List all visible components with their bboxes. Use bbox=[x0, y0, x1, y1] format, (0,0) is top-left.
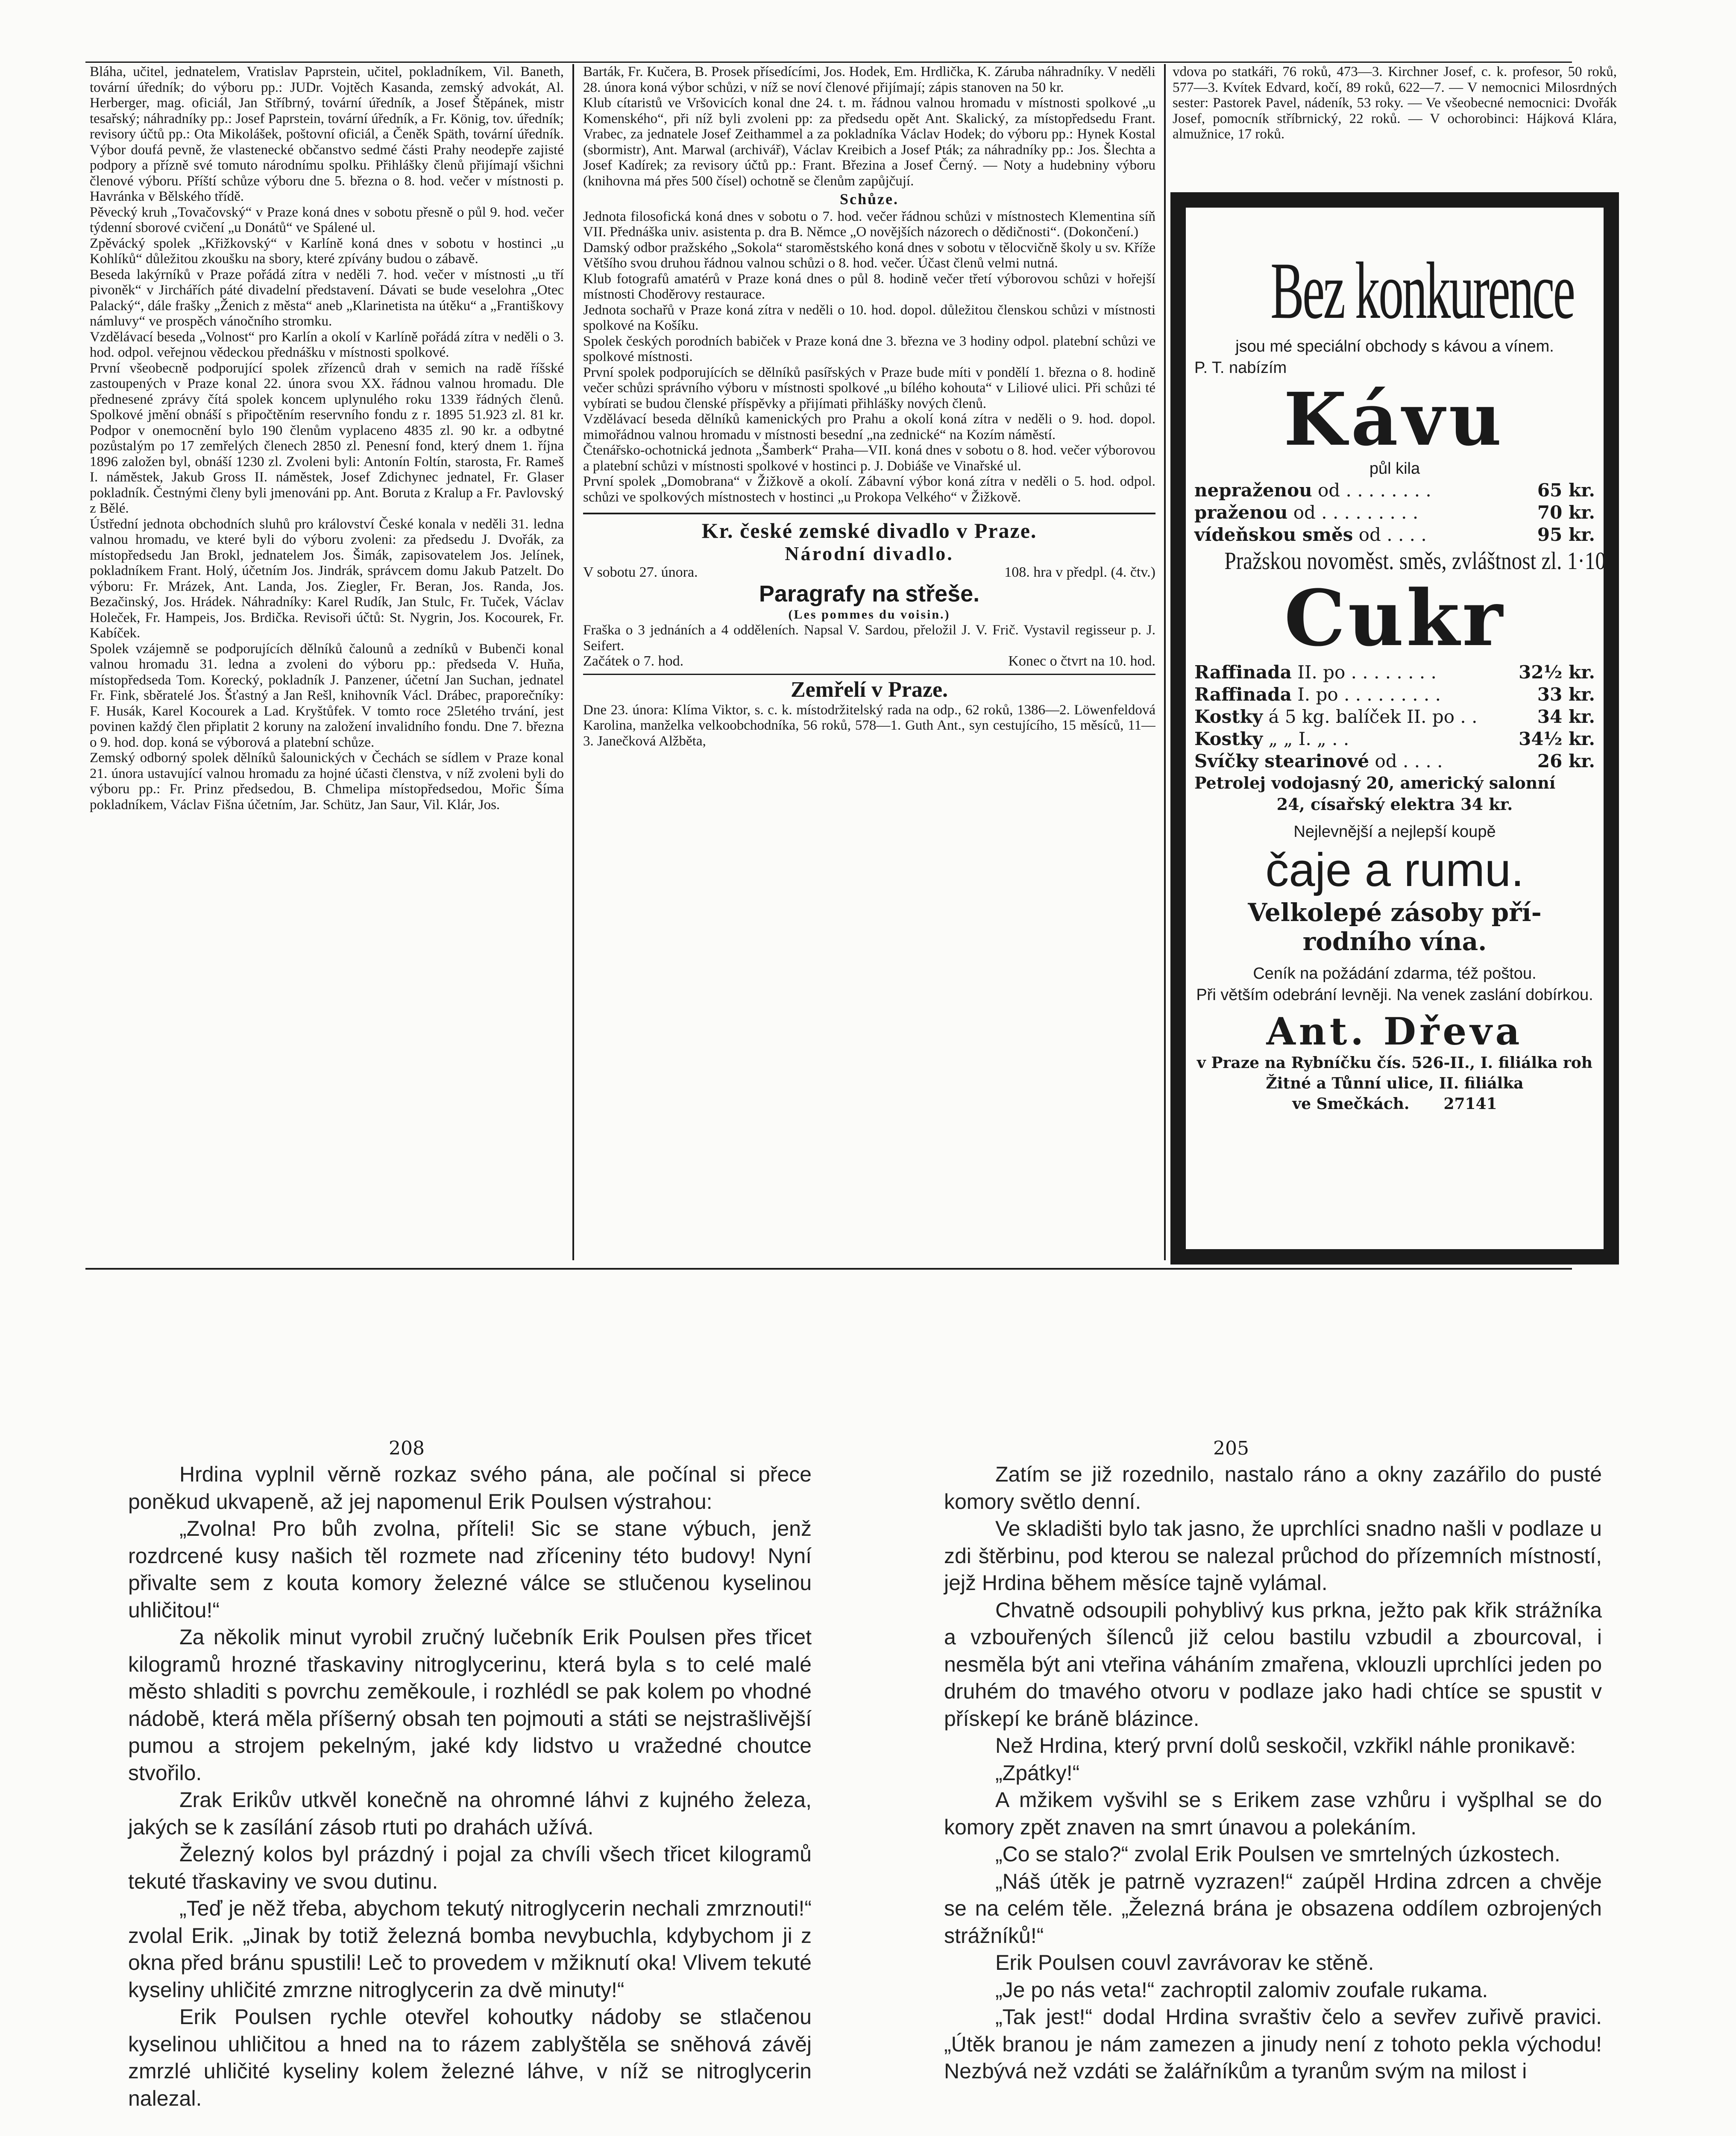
ad-petroleum-2: 24, císařský elektra 34 kr. bbox=[1276, 795, 1513, 814]
book-paragraph: Chvatně odsoupili pohyblivý kus prkna, ježto pak křik strážníka a vzbouřených šílenců již celou bastilu vzbudil a zbourcoval, i nesměla být ani vteřina váháním zmařena, vklouzli uprchlíci jeden po druhém do tmavého otvoru v podlaze jako hadi chtíce se spustit v přískepí ke bráně blázince. bbox=[944, 1598, 1602, 1731]
book-left-page bbox=[128, 1461, 812, 2112]
ad-content bbox=[1194, 216, 1606, 1241]
sugar-price-list bbox=[1194, 661, 1595, 772]
section-heading: Schůze. bbox=[840, 191, 899, 208]
play-end: Konec o čtvrt na 10. hod. bbox=[1008, 653, 1155, 669]
ad-cheapest: Nejlevnější a nejlepší koupě bbox=[1293, 823, 1496, 841]
news-paragraph: Jednota sochařů v Praze koná zítra v neděli o 10. hod. dopol. důležitou členskou schůzi v místnosti spolkové na Košíku. bbox=[583, 302, 1155, 333]
ad-sugar-heading: Cukr bbox=[1284, 573, 1505, 663]
column-rule bbox=[1164, 64, 1166, 1260]
ad-address-1: v Praze na Rybníčku čís. 526-II., I. filiálka roh Žitné a Tůnní ulice, II. filiálka bbox=[1196, 1054, 1593, 1092]
column-rule bbox=[572, 64, 574, 1260]
news-paragraph: První spolek podporujících se dělníků pasířských v Praze bude míti v pondělí 1. března o 8. hodině večer schůzi správního výboru v místnosti spolkové „u bílého kohouta“ v Liliové ulici. Při schůzi té vybírati se budou členské příspěvky a přijímati přihlášky nových členů. bbox=[583, 364, 1155, 411]
coffee-price-list bbox=[1194, 479, 1595, 546]
price-item-name: Raffinada bbox=[1194, 684, 1292, 705]
news-paragraph: Spolek vzájemně se podporujících dělníků čalounů a zedníků v Bubenči konal valnou hromadu 31. ledna a zvoleni do výboru pp.: předseda V. Huňa, místopředseda Tom. Korecký, pokladník J. Panzener, účetní Jan Suchan, jednatel Fr. Fink, sběratelé Jos. Šťastný a Jan Rešl, knihovník Václ. Drábec, praporečníky: F. Husák, Karel Kocourek a Lad. Kryštůfek. V tomto roce 25letého trvání, jest povinen každý člen připlatit 2 koruny na založení invalidního fondu. Dne 7. března o 9. hod. dop. koná se výborová a platební schůze. bbox=[90, 641, 564, 750]
ad-address-row bbox=[1194, 1094, 1595, 1114]
book-paragraph: Zrak Erikův utkvěl konečně na ohromné láhvi z kujného železa, jakých se k zasílání zásob rtuti po drahách užívá. bbox=[128, 1788, 812, 1839]
price-item-label bbox=[1194, 502, 1418, 524]
ad-wine-1: Velkolepé zásoby pří- bbox=[1248, 898, 1542, 927]
book-paragraph: Železný kolos byl prázdný i pojal za chvíli všech třicet kilogramů tekuté třaskaviny ve svou dutinu. bbox=[128, 1842, 812, 1893]
book-paragraph: „Je po nás veta!“ zachroptil zalomiv zoufale rukama. bbox=[995, 1978, 1488, 2002]
ad-wine-2: rodního vína. bbox=[1302, 927, 1487, 956]
news-column-1 bbox=[90, 64, 564, 1269]
deaths-heading: Zemřelí v Praze. bbox=[583, 674, 1155, 702]
book-paragraph: Za několik minut vyrobil zručný lučebník Erik Poulsen přes třicet kilogramů hrozné třaskaviny nitroglycerinu, která byla s to celé malé město shladiti s povrchu zeměkoule, i rozhlédl se pak kolem po vhodné nádobě, která měla příšerný obsah ten pojmouti a státi se nejstrašlivější pumou a strojem pekelným, jaké kdy lidstvo u vražedné choutce stvořilo. bbox=[128, 1625, 812, 1785]
book-paragraph: „Tak jest!“ dodal Hrdina svraštiv čelo a sevřev zuřivě pravici. „Útěk branou je nám zamezen a jinudy není z tohoto pekla východu! Nezbývá než vzdáti se žalářníkům a tyranům svým na milost i bbox=[944, 2005, 1602, 2083]
book-paragraph: „Zvolna! Pro bůh zvolna, příteli! Sic se stane výbuch, jenž rozdrcené kusy našich těl rozmete nad zříceniny této budovy! Nyní přivalte sem z kouta komory železné válce se stlučenou kyselinou uhličitou!“ bbox=[128, 1517, 812, 1622]
price-item-label bbox=[1194, 661, 1437, 684]
news-column-3-text: vdova po statkáři, 76 roků, 473—3. Kirchner Josef, c. k. profesor, 50 roků, 577—3. Kvítek Edvard, kočí, 89 roků, 622—7. — V nemocnici Milosrdných sester: Pastorek Pavel, nádeník, 53 roky. — Ve všeobecné nemocnici: Dvořák Josef, pomocník stříbrnický, 22 roků. — V ochorobinci: Hájková Klára, almužnice, 17 roků. bbox=[1173, 64, 1617, 142]
price-value: 33 kr. bbox=[1537, 684, 1595, 705]
price-value: 32½ kr. bbox=[1519, 662, 1595, 683]
top-rule bbox=[85, 62, 1572, 63]
price-item-label bbox=[1194, 479, 1431, 502]
right-page-number: 205 bbox=[1213, 1438, 1249, 1459]
price-value: 65 kr. bbox=[1537, 480, 1595, 501]
book-paragraph: Hrdina vyplnil věrně rozkaz svého pána, ale počínal si přece poněkud ukvapeně, až jej napomenul Erik Poulsen výstrahou: bbox=[128, 1462, 812, 1514]
book-paragraph: A mžikem vyšvihl se s Erikem zase vzhůru i vyšplhal se do komory zpět znaven na smrt únavou a polekáním. bbox=[944, 1788, 1602, 1839]
news-paragraph: Vzdělávací beseda dělníků kamenických pro Prahu a okolí koná zítra v neděli o 9. hod. dopol. mimořádnou valnou hromadu v místnosti besední „na zednické“ na Kozím náměstí. bbox=[583, 411, 1155, 443]
price-item-name: Svíčky stearinové bbox=[1194, 751, 1369, 772]
price-row bbox=[1194, 479, 1595, 502]
price-item-name: vídeňskou směs bbox=[1194, 524, 1353, 545]
news-paragraph: Barták, Fr. Kučera, B. Prosek přísedícími, Jos. Hodek, Em. Hrdlička, K. Záruba náhradníky. V neděli 28. února koná výbor schůzi, v níž se noví členové přijímají; zápis stanoven na 50 kr. bbox=[583, 64, 1155, 95]
news-paragraph: Vzdělávací beseda „Volnost“ pro Karlín a okolí v Karlíně pořádá zítra v neděli o 3. hod. odpol. veřejnou vědeckou přednášku v místnosti spolkové. bbox=[90, 329, 564, 360]
ad-unit: půl kila bbox=[1369, 460, 1420, 478]
book-paragraph: Erik Poulsen rychle otevřel kohoutky nádoby se stlačenou kyselinou uhličitou a hned na to rázem zablyštěla se sněhová závěj zmrzlé uhličité kyseliny kolem železné láhve, v níž se nitroglycerin nalezal. bbox=[128, 2005, 812, 2110]
news-paragraph: Klub fotografů amatérů v Praze koná dnes o půl 8. hodině večer třetí výborovou schůzi v hořejší místnosti Choděrovy restaurace. bbox=[583, 271, 1155, 302]
ad-pricelist-1: Ceník na požádání zdarma, též poštou. bbox=[1253, 965, 1537, 983]
coffee-advertisement bbox=[1170, 192, 1619, 1265]
book-paragraph: „Náš útěk je patrně vyzrazen!“ zaúpěl Hrdina zdrcen a chvěje se na celém těle. „Železná brána je obsazena oddílem ozbrojených strážníků!“ bbox=[944, 1869, 1602, 1948]
news-paragraph: První všeobecně podporující spolek zřízenců drah v semich na radě říšské zastoupených v Praze konal 22. února svou XX. řádnou valnou hromadu. Dle přednesené zprávy čítá spolek koncem uplynulého roku 1339 řádných členů. Spolkové jmění obnáší s připočtěním reservního fondu z r. 1895 51.923 zl. 81 kr. Podpor v onemocnění bylo 190 členům vyplaceno 4835 zl. 90 kr. a odbytné pozůstalým po 17 zemřelých členech 2850 zl. Penesní fond, který dnem 1. října 1896 založen byl, obnáší 1230 zl. Zvoleni byli: Antonín Foltín, starosta, Fr. Rameš I. náměstek, Jakub Gross II. náměstek, Josef Zdichynec jednatel, Fr. Glaser pokladník. Čestnými členy byli jmenováni pp. Ant. Boruta z Kralup a Fr. Pavlovský z Bělé. bbox=[90, 360, 564, 516]
book-paragraph: „Zpátky!“ bbox=[995, 1760, 1080, 1785]
play-description: Fraška o 3 jednáních a 4 odděleních. Napsal V. Sardou, přeložil J. V. Frič. Vystavil regisseur p. J. Seifert. bbox=[583, 622, 1155, 654]
ad-code: 27141 bbox=[1443, 1095, 1497, 1113]
ad-address-2: ve Smečkách. bbox=[1292, 1095, 1410, 1113]
ad-pricelist-2: Při větším odebrání levněji. Na venek zaslání dobírkou. bbox=[1196, 986, 1593, 1004]
price-value: 34 kr. bbox=[1537, 706, 1595, 727]
left-page-number: 208 bbox=[389, 1438, 425, 1459]
newspaper-clipping bbox=[77, 64, 1617, 1269]
price-item-detail: „ „ I. „ . . bbox=[1268, 728, 1349, 749]
play-original-title: (Les pommes du voisin.) bbox=[788, 607, 950, 622]
book-paragraph: Ve skladišti bylo tak jasno, že uprchlíci snadno našli v podlaze u zdi štěrbinu, pod kterou se nalezal průchod do přízemních místností, jejž Hrdina během měsíce tajně vylámal. bbox=[944, 1517, 1602, 1595]
price-row bbox=[1194, 684, 1595, 706]
price-item-detail: od . . . . . . . . bbox=[1317, 480, 1431, 501]
price-row bbox=[1194, 706, 1595, 728]
price-row bbox=[1194, 750, 1595, 772]
news-paragraph: Beseda lakýrníků v Praze pořádá zítra v neděli 7. hod. večer v místnosti „u tří pivoněk“ v Jirchářích páté divadelní představení. Dávati se bude veselohra „Otec Palacký“, dále frašky „Ženich z města“ aneb „Klarinetista na útěku“ a „Františkovy námluvy“ ve prospěch vánočního stromku. bbox=[90, 267, 564, 329]
ad-coffee-heading: Kávu bbox=[1283, 377, 1506, 462]
theatre-times-row bbox=[583, 654, 1155, 669]
news-column-2 bbox=[583, 64, 1155, 1269]
bottom-rule bbox=[85, 1268, 1572, 1270]
theatre-date: V sobotu 27. února. bbox=[583, 564, 698, 580]
theatre-play-number: 108. hra v předpl. (4. čtv.) bbox=[1004, 564, 1155, 580]
price-item-detail: II. po . . . . . . . . bbox=[1297, 662, 1437, 683]
theatre-subtitle: Národní divadlo. bbox=[785, 543, 954, 564]
news-paragraph: Čtenářsko-ochotnická jednota „Šamberk“ Praha—VII. koná dnes v sobotu o 8. hod. večer výborovou a platební schůzi v místnosti spolkové v hostinci p. J. Dobiáše ve Vinařské ul. bbox=[583, 443, 1155, 474]
news-paragraph: Spolek českých porodních babiček v Praze koná dne 3. března ve 3 hodiny odpol. platební schůzi ve spolkové místnosti. bbox=[583, 333, 1155, 364]
book-paragraph: Zatím se již rozednilo, nastalo ráno a okny zazářilo do pusté komory světlo denní. bbox=[944, 1462, 1602, 1514]
news-paragraph: Pěvecký kruh „Tovačovský“ v Praze koná dnes v sobotu přesně o půl 9. hod. večer týdenní sborové cvičení „u Donátů“ ve Spálené ul. bbox=[90, 204, 564, 235]
price-row bbox=[1194, 502, 1595, 524]
play-title: Paragrafy na střeše. bbox=[759, 581, 980, 607]
news-paragraph: První spolek „Domobrana“ v Žižkově a okolí. Zábavní výbor koná zítra v neděli o 5. hod. odpol. schůzi ve spolkových místnostech v hostinci „u Prokopa Velkého“ v Žižkově. bbox=[583, 474, 1155, 505]
price-item-detail: od . . . . bbox=[1375, 751, 1443, 772]
price-item-label bbox=[1194, 706, 1477, 728]
book-right-page bbox=[944, 1461, 1602, 2085]
book-paragraph: „Co se stalo?“ zvolal Erik Poulsen ve smrtelných úzkostech. bbox=[995, 1842, 1560, 1866]
news-paragraph: Bláha, učitel, jednatelem, Vratislav Paprstein, učitel, pokladníkem, Vil. Baneth, tovární úředník; do výboru pp.: JUDr. Vojtěch Kasanda, zemský advokát, Al. Herberger, mag. oficiál, Jan Stříbrný, tovární úředník, a Josef Štěpánek, mistr tesařský; náhradníky pp.: Josef Paprstein, tovární úředník, a Fr. König, tov. úředník; revisory účtů pp.: Ota Mikolášek, poštovní oficiál, a Čeněk Späth, tovární úředník. Výbor doufá pevně, že vlastenecké občanstvo sedmé části Prahy neodepře zajisté podpory a přízně své tomuto národnímu spolku. Přihlášky členů přijímají všichni členové výboru. Příští schůze výboru dne 5. března o 8. hod. večer v místnosti p. Havránka v Bělského třídě. bbox=[90, 64, 564, 204]
news-paragraph: Damský odbor pražského „Sokola“ staroměstského koná dnes v sobotu v tělocvičně školy u sv. Kříže Většího svou druhou řádnou valnou schůzi o 8. hod. večer. Účast členů velmi nutná. bbox=[583, 240, 1155, 271]
ad-headline: Bez konkurence bbox=[1270, 246, 1574, 336]
ad-offer-intro: P. T. nabízím bbox=[1194, 359, 1287, 377]
ad-firm-name: Ant. Dřeva bbox=[1266, 1009, 1523, 1053]
news-paragraph: Zpěvácký spolek „Křižkovský“ v Karlíně koná dnes v sobotu v hostinci „u Kohlíků“ důležitou zkoušku na sbory, které zpívány budou o zábavě. bbox=[90, 235, 564, 267]
news-paragraph: Zemský odborný spolek dělníků šalounických v Čechách se sídlem v Praze konal 21. února ustavující valnou hromadu za hojné účasti členstva, v níž zvoleni byli do výboru pp.: Fr. Prinz předsedou, B. Chmelipa místopředsedou, Mořic Šíma pokladníkem, Václav Fišna účetním, Jar. Schütz, Jan Saur, Vil. Klár, Jos. bbox=[90, 750, 564, 813]
price-item-label bbox=[1194, 728, 1349, 750]
price-value: 34½ kr. bbox=[1519, 728, 1595, 749]
news-paragraph: Jednota filosofická koná dnes v sobotu o 7. hod. večer řádnou schůzi v místnostech Klementina síň VII. Přednáška univ. asistenta p. dra B. Němce „O novějších názorech o dědičnosti“. (Dokončení.) bbox=[583, 208, 1155, 240]
ad-special-blend: Pražskou novoměst. směs, zvláštnost zl. 1·10 bbox=[1224, 547, 1606, 575]
theatre-listing bbox=[583, 513, 1155, 749]
price-item-name: Kostky bbox=[1194, 706, 1263, 727]
news-paragraph: Ústřední jednota obchodních sluhů pro království České konala v neděli 31. ledna valnou hromadu, ve které byli do výboru zvoleni: za předsedu J. Dvořák, za místopředsedu Jan Brokl, jednatelem Jos. Šimák, zapisovatelem Jos. Jelínek, pokladníkem Frant. Holý, účetním Jos. Jindrák, správcem domu Jakub Patzelt. Do výboru: Fr. Mrázek, Ant. Landa, Jos. Ziegler, Fr. Beran, Jos. Randa, Jos. Bezačinský, Jos. Hrádek. Náhradníky: Karel Rudík, Jan Stulc, Fr. Tuček, Václav Holeček, Fr. Hampeis, Jos. Brdička. Revisoři účtů: St. Nygrin, Jos. Kocourek, Fr. Kabíček. bbox=[90, 516, 564, 641]
ad-petroleum-1: Petrolej vodojasný 20, americký salonní bbox=[1194, 773, 1556, 792]
price-row bbox=[1194, 728, 1595, 750]
book-paragraph: Erik Poulsen couvl zavrávorav ke stěně. bbox=[995, 1951, 1374, 1975]
price-item-name: Raffinada bbox=[1194, 662, 1292, 683]
price-item-detail: od . . . . . . . . . bbox=[1293, 502, 1419, 523]
price-row bbox=[1194, 524, 1595, 546]
book-paragraph: „Teď je něž třeba, abychom tekutý nitroglycerin nechali zmrznouti!“ zvolal Erik. „Jinak by totiž železná bomba nevybuchla, kdybychom ji z okna před bránu spustili! Leč to provedem v mžiknutí oka! Vlivem tekuté kyseliny uhličité zmrzne nitroglycerin za dvě minuty!“ bbox=[128, 1896, 812, 2002]
price-item-label bbox=[1194, 684, 1441, 706]
price-item-label bbox=[1194, 750, 1443, 772]
play-start: Začátek o 7. hod. bbox=[583, 653, 684, 669]
news-paragraph: Klub cítaristů ve Vršovicích konal dne 24. t. m. řádnou valnou hromadu v místnosti spolkové „u Komenského“, při níž byli zvoleni pp: za předsedu opět Ant. Skalický, za místopředsedu Frant. Vrabec, za jednatele Josef Zeithammel a za pokladníka Václav Hodek; do výboru pp.: Hynek Kostal (sbormistr), Ant. Marwal (archivář), Václav Kreibich a Josef Pták; za náhradníky pp.: Jos. Šlechta a Josef Kadírek; za revisory účtů pp.: Frant. Březina a Josef Černý. — Noty a hudebniny výboru (knihovna má přes 500 čísel) ochotně se členům zapůjčují. bbox=[583, 95, 1155, 189]
book-paragraph: Než Hrdina, který první dolů seskočil, vzkřikl náhle pronikavě: bbox=[995, 1734, 1576, 1758]
price-item-detail: od . . . . bbox=[1358, 524, 1427, 545]
price-item-detail: á 5 kg. balíček II. po . . bbox=[1268, 706, 1478, 727]
deaths-text: Dne 23. února: Klíma Viktor, s. c. k. místodržitelský rada na odp., 62 roků, 1386—2. Löwenfeldová Karolina, manželka velkoobchodníka, 56 roků, 578—1. Guth Ant., syn cestujícího, 15 měsíců, 11—3. Janečková Alžběta, bbox=[583, 702, 1155, 749]
ad-tea-rum: čaje a rumu. bbox=[1265, 844, 1524, 896]
price-item-name: praženou bbox=[1194, 502, 1288, 523]
ad-intro: jsou mé speciální obchody s kávou a vínem. bbox=[1235, 337, 1554, 355]
price-item-detail: I. po . . . . . . . . . bbox=[1297, 684, 1441, 705]
theatre-date-row bbox=[583, 565, 1155, 581]
theatre-title: Kr. české zemské divadlo v Praze. bbox=[701, 519, 1037, 543]
price-value: 26 kr. bbox=[1537, 751, 1595, 772]
price-item-name: Kostky bbox=[1194, 728, 1263, 749]
price-value: 70 kr. bbox=[1537, 502, 1595, 523]
price-item-label bbox=[1194, 524, 1427, 546]
price-row bbox=[1194, 661, 1595, 684]
price-item-name: nepraženou bbox=[1194, 480, 1312, 501]
price-value: 95 kr. bbox=[1537, 524, 1595, 545]
